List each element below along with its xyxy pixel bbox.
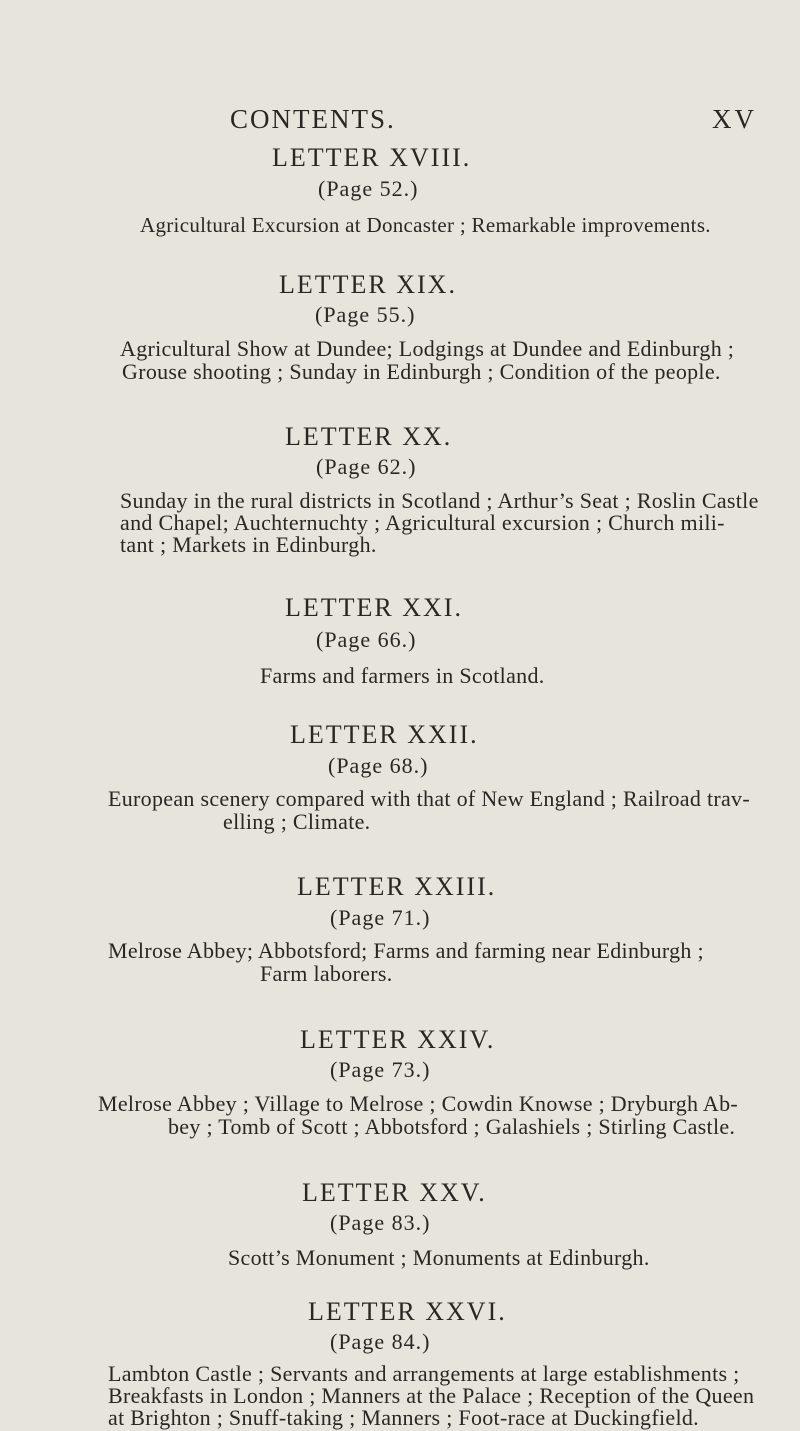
letter-heading: LETTER XXV. — [302, 1178, 487, 1207]
page-reference: (Page 73.) — [330, 1057, 431, 1082]
entry-line: Breakfasts in London ; Manners at the Palace ; Reception of the Queen — [108, 1383, 755, 1408]
entry-line: at Brighton ; Snuff-taking ; Manners ; Foot-race at Duckingfield. — [108, 1405, 699, 1430]
letter-heading: LETTER XXII. — [290, 720, 479, 749]
entry-line: bey ; Tomb of Scott ; Abbotsford ; Galashiels ; Stirling Castle. — [168, 1114, 736, 1139]
entry-line: Farm laborers. — [260, 961, 393, 986]
entry-line: Melrose Abbey; Abbotsford; Farms and farming near Edinburgh ; — [108, 938, 704, 963]
entry-line: Sunday in the rural districts in Scotland ; Arthur’s Seat ; Roslin Castle — [120, 488, 759, 513]
entry-line: elling ; Climate. — [223, 809, 371, 834]
entry-line: Scott’s Monument ; Monuments at Edinburgh. — [228, 1245, 650, 1270]
page-reference: (Page 68.) — [328, 753, 429, 778]
running-header — [0, 104, 800, 144]
entry-line: Agricultural Show at Dundee; Lodgings at Dundee and Edinburgh ; — [120, 336, 735, 361]
letter-heading: LETTER XXVI. — [308, 1297, 507, 1326]
page-reference: (Page 55.) — [315, 302, 416, 327]
page-reference: (Page 83.) — [330, 1210, 431, 1235]
page-reference: (Page 52.) — [318, 176, 419, 201]
entry-line: and Chapel; Auchternuchty ; Agricultural excursion ; Church mili- — [120, 510, 725, 535]
page-reference: (Page 62.) — [316, 454, 417, 479]
letter-heading: LETTER XXIII. — [297, 872, 497, 901]
letter-heading: LETTER XXIV. — [300, 1025, 496, 1054]
letter-heading: LETTER XVIII. — [272, 143, 472, 172]
page-reference: (Page 71.) — [330, 905, 431, 930]
page-number: XV — [712, 104, 757, 134]
entry-line: tant ; Markets in Edinburgh. — [120, 532, 377, 557]
letter-heading: LETTER XXI. — [285, 593, 463, 622]
entry-line: Lambton Castle ; Servants and arrangements at large establishments ; — [108, 1361, 740, 1386]
entry-line: Grouse shooting ; Sunday in Edinburgh ; Condition of the people. — [122, 359, 721, 384]
letter-heading: LETTER XIX. — [279, 270, 457, 299]
entry-line: Melrose Abbey ; Village to Melrose ; Cowdin Knowse ; Dryburgh Ab- — [98, 1091, 739, 1116]
page-reference: (Page 66.) — [316, 627, 417, 652]
header-title: CONTENTS. — [230, 104, 396, 134]
entry-line: Agricultural Excursion at Doncaster ; Remarkable improvements. — [140, 213, 711, 237]
letter-heading: LETTER XX. — [285, 422, 453, 451]
entry-line: Farms and farmers in Scotland. — [260, 663, 545, 688]
entry-line: European scenery compared with that of New England ; Railroad trav- — [108, 786, 750, 811]
page-reference: (Page 84.) — [330, 1329, 431, 1354]
